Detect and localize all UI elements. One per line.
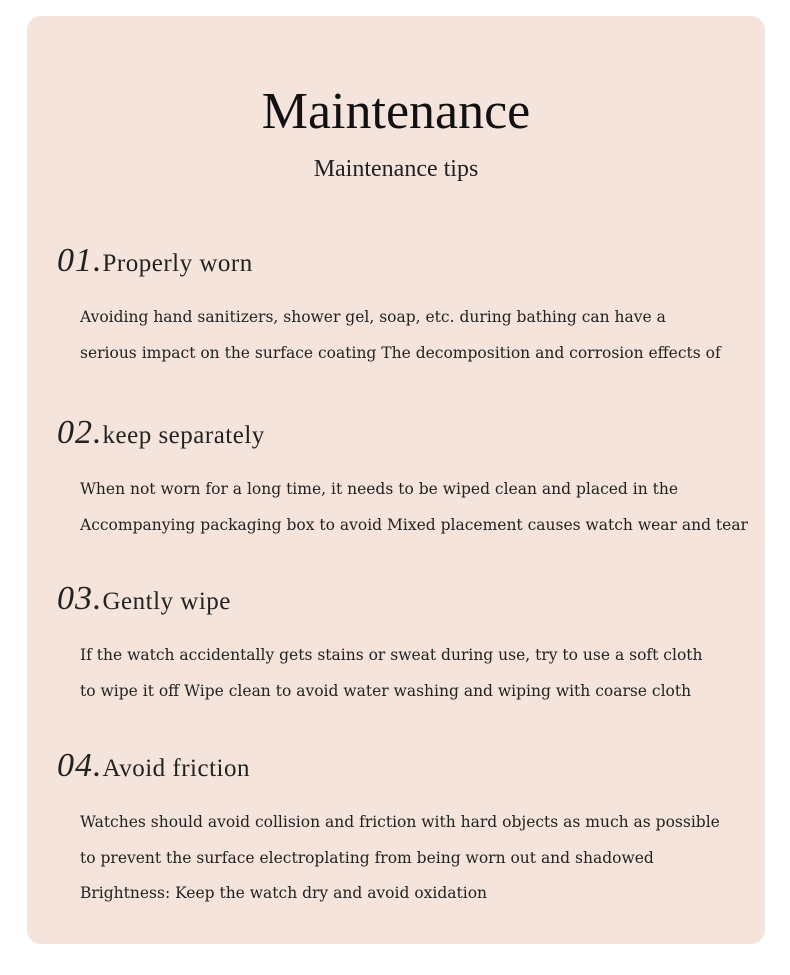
tip-section-gently-wipe — [57, 582, 765, 709]
tip-body-line: If the watch accidentally gets stains or sweat during use, try to use a soft cloth — [80, 646, 703, 664]
tip-heading — [57, 416, 765, 450]
tip-section-avoid-friction — [57, 749, 765, 912]
tip-number: 03. — [57, 580, 103, 617]
tip-section-keep-separately — [57, 416, 765, 543]
tip-heading-text: Properly worn — [102, 250, 253, 277]
page-title: Maintenance — [261, 83, 531, 140]
tip-body — [57, 805, 765, 912]
maintenance-card — [27, 16, 765, 944]
tip-number: 01. — [57, 242, 103, 279]
tip-section-properly-worn — [57, 244, 765, 371]
tip-heading-text: keep separately — [102, 422, 265, 449]
tip-body — [57, 300, 765, 371]
tip-number: 04. — [57, 747, 103, 784]
tip-body-line: When not worn for a long time, it needs to be wiped clean and placed in the — [80, 480, 679, 498]
tip-heading-text: Avoid friction — [102, 755, 250, 782]
page-subtitle: Maintenance tips — [313, 156, 479, 182]
tip-heading — [57, 582, 765, 616]
tip-body-line: Avoiding hand sanitizers, shower gel, soap, etc. during bathing can have a — [80, 308, 666, 326]
tip-body-line: Brightness: Keep the watch dry and avoid oxidation — [80, 884, 488, 902]
tip-heading — [57, 244, 765, 278]
tip-body — [57, 638, 765, 709]
tip-body-line: to prevent the surface electroplating from being worn out and shadowed — [80, 848, 654, 867]
tip-heading-text: Gently wipe — [102, 588, 231, 615]
tip-body — [57, 472, 765, 543]
tip-heading — [57, 749, 765, 783]
tip-body-line: to wipe it off Wipe clean to avoid water washing and wiping with coarse cloth — [80, 681, 692, 700]
tip-body-line: Accompanying packaging box to avoid Mixed placement causes watch wear and tear — [80, 515, 748, 534]
tip-body-line: Watches should avoid collision and friction with hard objects as much as possible — [80, 813, 720, 831]
tip-number: 02. — [57, 414, 103, 451]
tip-body-line: serious impact on the surface coating The decomposition and corrosion effects of — [80, 343, 721, 362]
